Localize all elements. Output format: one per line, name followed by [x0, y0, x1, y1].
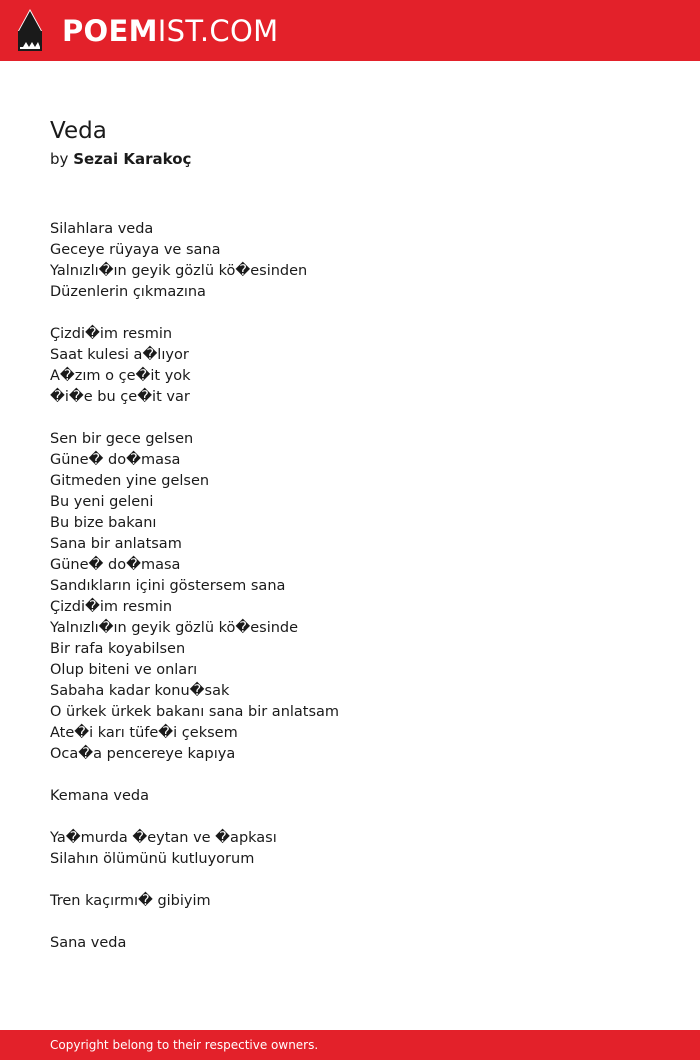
stanza — [50, 219, 650, 303]
poem-line: Sabaha kadar konu�sak — [50, 683, 230, 699]
poem-line: Ate�i karı tüfe�i çeksem — [50, 725, 238, 741]
pencil-tip-icon[interactable] — [17, 9, 43, 52]
stanza-gap — [50, 303, 650, 324]
poem-line: Çizdi�im resmin — [50, 599, 173, 615]
site-logo-text[interactable] — [62, 11, 278, 51]
stanza — [50, 828, 650, 870]
poem-line: Kemana veda — [50, 788, 149, 804]
poem-line: Düzenlerin çıkmazına — [50, 284, 206, 300]
poem-line: Saat kulesi a�lıyor — [50, 347, 189, 363]
stanza-gap — [50, 765, 650, 786]
site-header — [0, 0, 700, 61]
poem-body — [50, 219, 650, 954]
by-label: by — [50, 150, 69, 168]
stanza-gap — [50, 870, 650, 891]
copyright-text: Copyright belong to their respective owners. — [50, 1038, 319, 1052]
poem-line: O ürkek ürkek bakanı sana bir anlatsam — [50, 704, 340, 720]
poem-title: Veda — [50, 118, 107, 144]
poem-line: Sen bir gece gelsen — [50, 431, 194, 447]
stanza — [50, 324, 650, 408]
stanza — [50, 933, 650, 954]
poem-line: A�zım o çe�it yok — [50, 368, 191, 384]
poem-line: Bu bize bakanı — [50, 515, 157, 531]
poem-line: Silahın ölümünü kutluyorum — [50, 851, 255, 867]
poem-line: Bu yeni geleni — [50, 494, 154, 510]
poem-line: Güne� do�masa — [50, 452, 181, 468]
stanza — [50, 891, 650, 912]
brand-bold: POEM — [62, 14, 158, 48]
site-footer — [0, 1030, 700, 1060]
stanza-gap — [50, 912, 650, 933]
poem-line: Silahlara veda — [50, 221, 154, 237]
poem-line: Sana veda — [50, 935, 127, 951]
poem-line: Geceye rüyaya ve sana — [50, 242, 221, 258]
poem-line: Gitmeden yine gelsen — [50, 473, 210, 489]
byline — [50, 148, 191, 170]
poem-line: Ya�murda �eytan ve �apkası — [50, 830, 277, 846]
stanza-gap — [50, 807, 650, 828]
stanza-gap — [50, 408, 650, 429]
author-name: Sezai Karakoç — [73, 150, 192, 168]
poem-line: �i�e bu çe�it var — [50, 389, 190, 405]
poem-line: Bir rafa koyabilsen — [50, 641, 186, 657]
poem-line: Yalnızlı�ın geyik gözlü kö�esinden — [50, 263, 308, 279]
stanza — [50, 786, 650, 807]
poem-line: Sandıkların içini göstersem sana — [50, 578, 286, 594]
poem-line: Çizdi�im resmin — [50, 326, 173, 342]
poem-line: Sana bir anlatsam — [50, 536, 182, 552]
poem-line: Tren kaçırmı� gibiyim — [50, 893, 211, 909]
brand-light: IST.COM — [157, 14, 279, 48]
poem-line: Güne� do�masa — [50, 557, 181, 573]
poem-line: Oca�a pencereye kapıya — [50, 746, 236, 762]
poem-line: Olup biteni ve onları — [50, 662, 198, 678]
poem-line: Yalnızlı�ın geyik gözlü kö�esinde — [50, 620, 299, 636]
stanza — [50, 429, 650, 765]
